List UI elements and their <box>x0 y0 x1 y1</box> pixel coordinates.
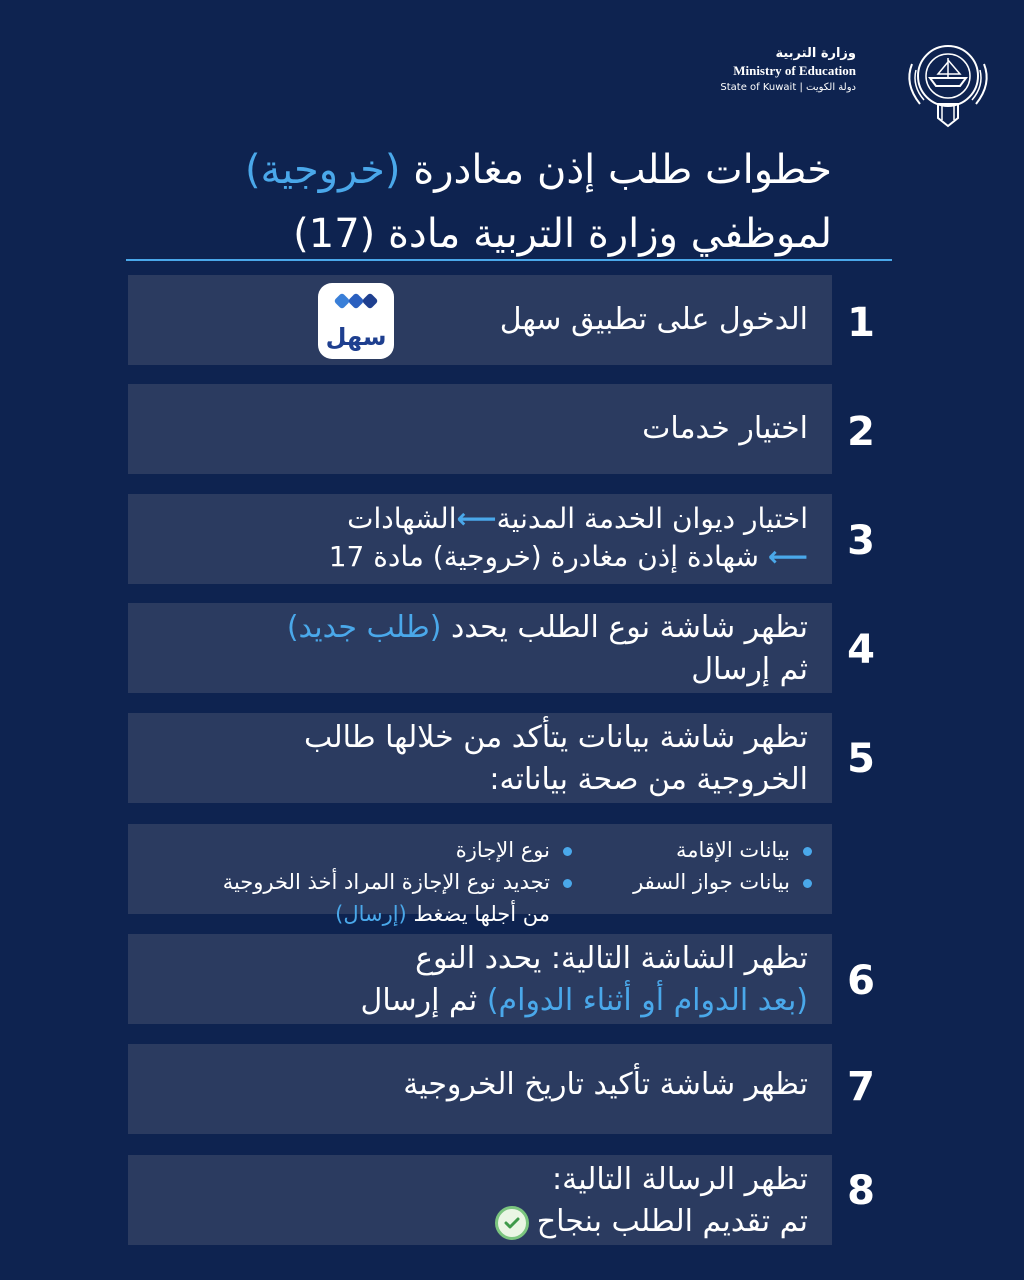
step-card-3 <box>128 494 832 584</box>
step-3-part-b: الشهادات <box>347 502 457 535</box>
title-line-2: لموظفي وزارة التربية مادة (17) <box>293 211 832 257</box>
bullet-column-left <box>223 834 572 930</box>
step-text-3 <box>329 500 808 576</box>
sahel-logo-icon <box>334 291 378 309</box>
step-5-line-1: تظهر شاشة بيانات يتأكد من خلالها طالب <box>304 720 808 755</box>
step-number-4: 4 <box>847 627 875 673</box>
step-card-6 <box>128 934 832 1024</box>
step-number-8: 8 <box>847 1168 875 1214</box>
step-4-highlight: (طلب جديد) <box>286 610 442 645</box>
state-line <box>720 80 856 96</box>
step-card-5 <box>128 713 832 803</box>
step-text-2: اختيار خدمات <box>642 411 808 446</box>
step-8-line-1: تظهر الرسالة التالية: <box>552 1162 808 1197</box>
step-number-3: 3 <box>847 518 875 564</box>
title-line-1 <box>132 138 832 202</box>
bullet-renew-leave-cont <box>223 898 572 930</box>
step-3-line-2 <box>329 538 808 576</box>
state-name-ar: دولة الكويت <box>806 82 856 93</box>
step-6-part-b: ثم إرسال <box>360 983 487 1018</box>
sahel-app-icon <box>318 283 394 359</box>
step-5-details-card <box>128 824 832 926</box>
step-text-7: تظهر شاشة تأكيد تاريخ الخروجية <box>403 1067 808 1102</box>
step-number-5: 5 <box>847 736 875 782</box>
step-8-message: تم تقديم الطلب بنجاح <box>536 1204 808 1239</box>
separator: | <box>799 82 803 93</box>
step-8-line-2 <box>495 1201 808 1243</box>
ministry-name-block <box>720 46 856 96</box>
left-arrow-icon: ⟵ <box>767 540 808 573</box>
step-text-8 <box>495 1159 808 1243</box>
bullet-cont-highlight: (إرسال) <box>335 902 407 926</box>
bullet-column-right <box>633 834 812 898</box>
step-text-4 <box>287 607 808 691</box>
step-6-highlight: (بعد الدوام أو أثناء الدوام) <box>486 983 808 1018</box>
step-card-4 <box>128 603 832 693</box>
step-number-1: 1 <box>847 300 875 346</box>
step-text-1: الدخول على تطبيق سهل <box>499 302 808 337</box>
ministry-name-en: Ministry of Education <box>733 63 856 78</box>
header <box>596 34 996 134</box>
step-card-7 <box>128 1044 832 1134</box>
check-circle-icon <box>495 1206 529 1240</box>
title-highlight: (خروجية) <box>244 147 401 193</box>
bullet-cont-text: من أجلها يضغط <box>406 902 550 926</box>
step-3-line-1 <box>329 500 808 538</box>
left-arrow-icon: ⟵ <box>456 502 497 535</box>
step-number-7: 7 <box>847 1064 875 1110</box>
bullet-passport: بيانات جواز السفر <box>633 866 812 898</box>
state-name-en: State of Kuwait <box>720 82 797 93</box>
ministry-name-ar: وزارة التربية <box>775 46 856 61</box>
bullet-renew-leave: تجديد نوع الإجازة المراد أخذ الخروجية <box>223 866 572 898</box>
kuwait-emblem-icon <box>900 34 996 130</box>
step-6-line-2 <box>361 980 808 1022</box>
step-number-2: 2 <box>847 409 875 455</box>
step-card-1 <box>128 275 832 365</box>
step-5-line-2: الخروجية من صحة بياناته: <box>489 762 808 797</box>
bullet-leave-type: نوع الإجازة <box>223 834 572 866</box>
step-4-line-1 <box>287 607 808 649</box>
step-card-2 <box>128 384 832 474</box>
title-text: خطوات طلب إذن مغادرة <box>400 147 832 193</box>
step-text-6 <box>361 938 808 1022</box>
step-4-part-a: تظهر شاشة نوع الطلب يحدد <box>441 610 808 645</box>
step-4-line-2: ثم إرسال <box>691 652 808 687</box>
step-3-part-c: شهادة إذن مغادرة (خروجية) مادة 17 <box>328 540 759 573</box>
title-divider <box>126 259 892 261</box>
step-text-5 <box>304 717 808 801</box>
bullet-residency: بيانات الإقامة <box>633 834 812 866</box>
page-title <box>132 138 832 266</box>
step-6-line-1: تظهر الشاشة التالية: يحدد النوع <box>415 941 808 976</box>
step-card-8 <box>128 1155 832 1245</box>
sahel-app-name: سهل <box>325 323 387 351</box>
step-number-6: 6 <box>847 958 875 1004</box>
step-3-part-a: اختيار ديوان الخدمة المدنية <box>496 502 808 535</box>
